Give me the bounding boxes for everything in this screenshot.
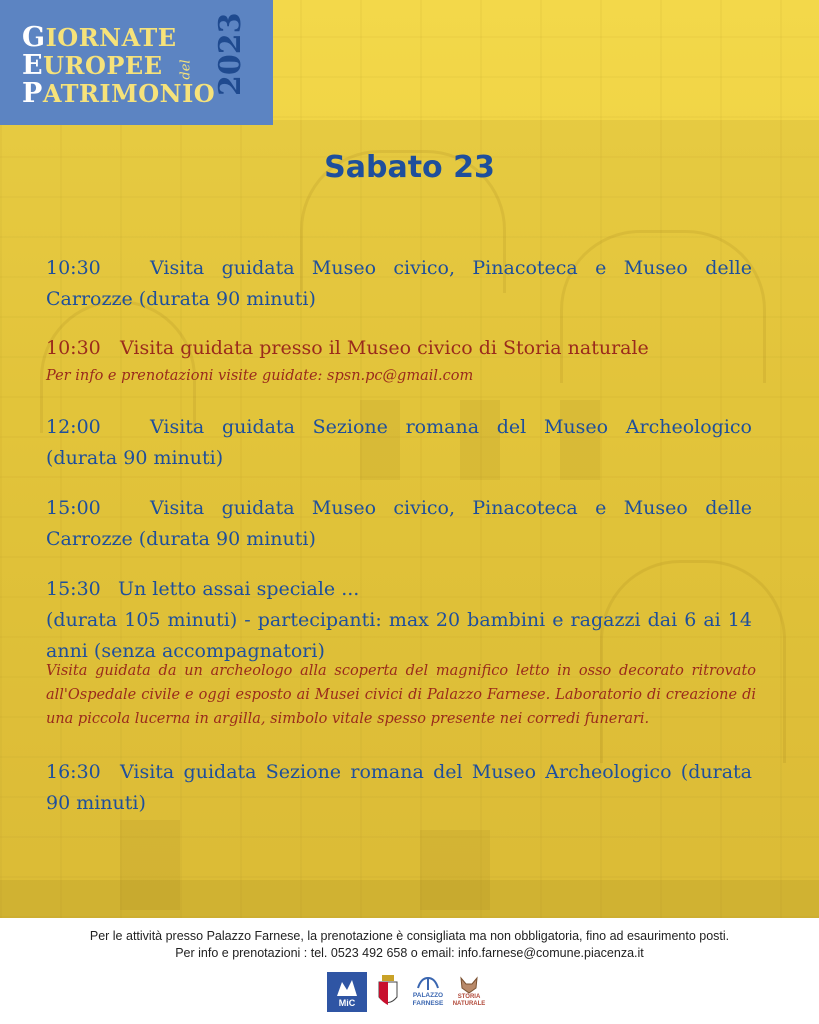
event-time: 15:00 — [46, 497, 101, 519]
event-description: Visita guidata Museo civico, Pinacoteca e Museo delle Carrozze (durata 90 minuti) — [46, 497, 752, 550]
shield-icon — [378, 975, 398, 1009]
storia-label-2: NATURALE — [452, 1001, 486, 1007]
logo-del: del — [178, 59, 194, 80]
city-crest-logo — [377, 972, 399, 1012]
mic-emblem-icon — [334, 976, 360, 998]
storia-naturale-logo — [453, 972, 485, 1012]
event-description: Visita guidata Sezione romana del Museo Archeologico (durata 90 minuti) — [46, 761, 752, 814]
event-time: 10:30 — [46, 337, 101, 359]
event-item — [46, 253, 752, 315]
storia-label-1: STORIA — [457, 994, 481, 1000]
event-note: Visita guidata da un archeologo alla scoperta del magnifico letto in osso decorato ritrovato all'Ospedale civile e oggi esposto ai Musei civici di Palazzo Farnese. Laboratorio di creazione di una piccola lucerna in argilla, simbolo vitale spesso presente nei corredi funerari. — [46, 663, 756, 727]
farnese-label-1: PALAZZO — [412, 992, 444, 999]
event-logo — [0, 0, 273, 125]
page-title: Sabato 23 — [324, 150, 495, 185]
farnese-lily-icon — [415, 976, 441, 992]
ground — [0, 880, 819, 918]
mic-logo — [327, 972, 367, 1012]
logo-line-2: EUROPEE — [22, 50, 163, 81]
animal-head-icon — [458, 976, 480, 994]
event-time: 10:30 — [46, 257, 101, 279]
logo-line-1: GIORNATE — [22, 22, 177, 53]
event-description: Un letto assai speciale ... — [118, 578, 360, 600]
event-description: Visita guidata Museo civico, Pinacoteca e Museo delle Carrozze (durata 90 minuti) — [46, 257, 752, 310]
event-item — [46, 574, 752, 605]
event-time: 12:00 — [46, 416, 101, 438]
footer-line-2: Per info e prenotazioni : tel. 0523 492 658 o email: info.farnese@comune.piacenza.it — [175, 946, 644, 960]
farnese-label-2: FARNESE — [412, 1000, 444, 1007]
logo-year: 2023 — [213, 12, 248, 96]
event-description: Visita guidata Sezione romana del Museo Archeologico (durata 90 minuti) — [46, 416, 752, 469]
event-time: 15:30 — [46, 578, 101, 600]
footer-info — [0, 928, 819, 962]
event-item — [46, 412, 752, 474]
palazzo-farnese-logo — [408, 972, 448, 1012]
footer-line-1: Per le attività presso Palazzo Farnese, la prenotazione è consigliata ma non obbligatoria, fino ad esaurimento posti. — [89, 929, 730, 943]
event-item — [46, 333, 752, 364]
event-time: 16:30 — [46, 761, 101, 783]
event-item — [46, 493, 752, 555]
event-details: (durata 105 minuti) - partecipanti: max 20 bambini e ragazzi dai 6 ai 14 anni (senza accompagnatori) — [46, 609, 752, 662]
logo-line-3: PATRIMONIO — [22, 78, 216, 109]
mic-label: MiC — [338, 998, 356, 1008]
event-description: Visita guidata presso il Museo civico di Storia naturale — [120, 337, 649, 359]
event-item — [46, 757, 752, 819]
event-note: Per info e prenotazioni visite guidate: spsn.pc@gmail.com — [46, 368, 474, 384]
